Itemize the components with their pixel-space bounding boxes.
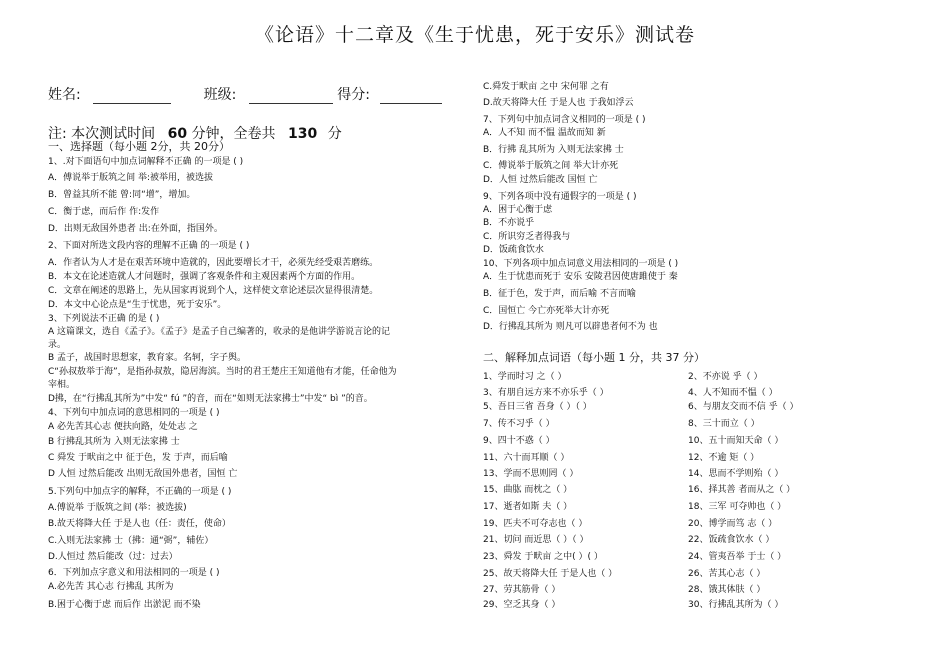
vocab-item: 29、空乏其身（ ） [483,600,561,610]
left-line: 1、.对下面语句中加点词解释不正确 的一项是 ( ) [48,157,244,167]
left-line: B．本文在论述造就人才问题时，强调了客观条件和主观因素两个方面的作用。 [48,272,361,282]
vocab-item: 9、四十不惑（ ） [483,436,555,446]
right-line: B．行拂 乱其所为 入则无法家拂 士 [483,145,624,155]
left-line: 6．下列加点字意义和用法相同的一项是 ( ) [48,568,220,578]
vocab-item: 30、行拂乱其所为（ ） [688,600,784,610]
right-line: 7、下列句中加点词含义相同的一项是 ( ) [483,115,646,125]
vocab-item: 18、三军 可夺帅也（ ） [688,502,787,512]
left-line: B．曾益其所不能 曾:同“增”，增加。 [48,190,196,200]
left-line: B.故天将降大任 于是人也（任：责任，使命） [48,519,231,529]
left-line: D．出则无敌国外患者 出:在外面，指国外。 [48,224,223,234]
left-line: B 行拂乱其所为 入则无法家拂 士 [48,437,180,447]
right-line: C.舜发于畎亩 之中 宋何罪 之有 [483,82,609,92]
left-line: B.困于心衡于虑 而后作 出淤泥 而不染 [48,600,201,610]
right-line: D．饭疏食饮水 [483,245,544,255]
vocab-item: 8、三十而立（ ） [688,419,760,429]
note-suffix: 分 [327,126,342,142]
left-line: 5.下列句中加点字的解释，不正确的一项是 ( ) [48,487,232,497]
left-line: A．傅说举于版筑之间 举:被举用，被选拔 [48,173,214,183]
score-label: 得分: [337,87,370,103]
right-line: C．国恒亡 今亡亦死举大计亦死 [483,306,610,316]
right-line: A．困于心衡于虑 [483,205,553,215]
left-line: D拂，在“行拂乱其所为”中发“ fú ”的音，而在“如则无法家拂士”中发“ bì ”的音。 [48,394,373,404]
vocab-item: 24、管夷吾举 于士（ ） [688,552,787,562]
note-prefix: 注: 本次测试时间 [48,126,156,142]
section2-heading: 二、解释加点词语（每小题 1 分，共 37 分） [483,351,705,364]
right-line: D．人恒 过然后能改 国恒 亡 [483,175,598,185]
right-line: D．行拂乱其所为 则凡可以辟患者何不为 也 [483,322,658,332]
right-line: 10、下列各项中加点词意义用法相同的一项是 ( ) [483,259,679,269]
right-line: A．生于忧患而死于 安乐 安陵君因使唐雎使于 秦 [483,272,678,282]
right-line: B．不亦说乎 [483,218,535,228]
vocab-item: 4、人不知而不愠（ ） [688,388,778,398]
left-line: D.人恒过 然后能改（过：过去） [48,552,178,562]
right-line: C．傅说举于版筑之间 举大计亦死 [483,161,619,171]
note-minutes: 60 [167,126,188,142]
vocab-item: 16、择其善 者而从之（ ） [688,485,796,495]
vocab-item: 1、学而时习 之（ ） [483,372,567,382]
vocab-item: 17、逝者如斯 夫（ ） [483,502,573,512]
vocab-item: 10、五十而知天命（ ） [688,436,784,446]
left-line: C 舜发 于畎亩之中 征于色，发 于声，而后喻 [48,453,228,463]
vocab-item: 11、六十而耳顺（ ） [483,453,570,463]
score-blank[interactable] [380,91,442,104]
right-line: 9、下列各项中没有通假字的一项是 ( ) [483,192,637,202]
vocab-item: 25、故天将降大任 于是人也（ ） [483,569,618,579]
page-title: 《论语》十二章及《生于忧患，死于安乐》测试卷 [254,24,695,46]
vocab-item: 19、匹夫不可夺志也（ ） [483,519,588,529]
vocab-item: 20、博学而笃 志（ ） [688,519,778,529]
vocab-item: 12、不逾 矩（ ） [688,453,760,463]
vocab-item: 23、舜发 于畎亩 之中( ）( ） [483,552,603,562]
left-line: 宰相。 [48,380,76,390]
right-line: D.故天将降大任 于是人也 于我如浮云 [483,98,634,108]
left-line: A.必先苦 其心志 行拂乱 其所为 [48,582,174,592]
vocab-item: 26、苦其心志（ ） [688,569,766,579]
right-line: B．征于色，发于声，而后喻 不言而喻 [483,289,637,299]
left-line: 2、下面对所选文段内容的理解不正确 的一项是 ( ) [48,241,250,251]
left-line: A.傅说举 于版筑之间 (举：被选拔) [48,503,187,513]
note-mid: 分钟，全卷共 [191,126,276,142]
left-line: D 人恒 过然后能改 出则无敌国外患者，国恒 亡 [48,469,238,479]
vocab-item: 3、有朋自远方来不亦乐乎（ ） [483,388,609,398]
vocab-item: 13、学而不思则罔（ ） [483,469,579,479]
vocab-item: 6、与朋友交而不信 乎（ ） [688,402,799,412]
vocab-item: 2、不亦说 乎（ ） [688,372,763,382]
left-line: A 这篇课文，选自《孟子》。《孟子》是孟子自己编著的，收录的是他讲学游说言论的记 [48,327,391,337]
left-line: C．文章在阐述的思路上，先从国家再说到个人，这样使文章论述层次显得很清楚。 [48,286,379,296]
vocab-item: 22、饭疏食饮水（ ） [688,535,775,545]
name-blank[interactable] [93,91,171,104]
left-line: C.入则无法家拂 士（拂：通“弼”，辅佐） [48,536,214,546]
right-line: A．人不知 而不愠 温故而知 新 [483,128,606,138]
vocab-item: 15、曲肱 而枕之（ ） [483,485,573,495]
note-total: 130 [288,126,318,142]
left-line: D．本文中心论点是“生于忧患，死于安乐”。 [48,300,227,310]
vocab-item: 7、传不习乎（ ） [483,419,555,429]
class-label: 班级: [203,87,237,103]
name-label: 姓名: [48,87,81,103]
left-line: C．衡于虑，而后作 作:发作 [48,207,160,217]
vocab-item: 14、思而不学则殆（ ） [688,469,784,479]
left-line: 录。 [48,340,67,350]
section1-heading: 一、选择题（每小题 2分，共 20分） [48,140,230,153]
right-line: C．所识穷乏者得我与 [483,232,571,242]
left-line: B 孟子，战国时思想家，教育家。名轲，字子舆。 [48,353,247,363]
vocab-item: 21、切问 而近思（ ）（ ） [483,535,589,545]
vocab-item: 5、吾日三省 吾身（ ）（ ） [483,402,592,412]
left-line: A．作者认为人才是在艰苦环境中造就的，因此要增长才干，必须先经受艰苦磨练。 [48,258,379,268]
class-blank[interactable] [249,91,333,104]
left-line: A 必先苦其心志 便扶向路，处处志 之 [48,422,198,432]
left-line: 3、下列说法不正确 的是 ( ) [48,314,160,324]
left-line: 4、下列句中加点词的意思相同的一项是 ( ) [48,408,220,418]
student-info-row [48,84,442,104]
vocab-item: 28、饿其体肤（ ） [688,585,766,595]
vocab-item: 27、劳其筋骨（ ） [483,585,561,595]
left-line: C“孙叔敖举于海”，是指孙叔敖，隐居海滨。当时的君王楚庄王知道他有才能，任命他为 [48,367,397,377]
